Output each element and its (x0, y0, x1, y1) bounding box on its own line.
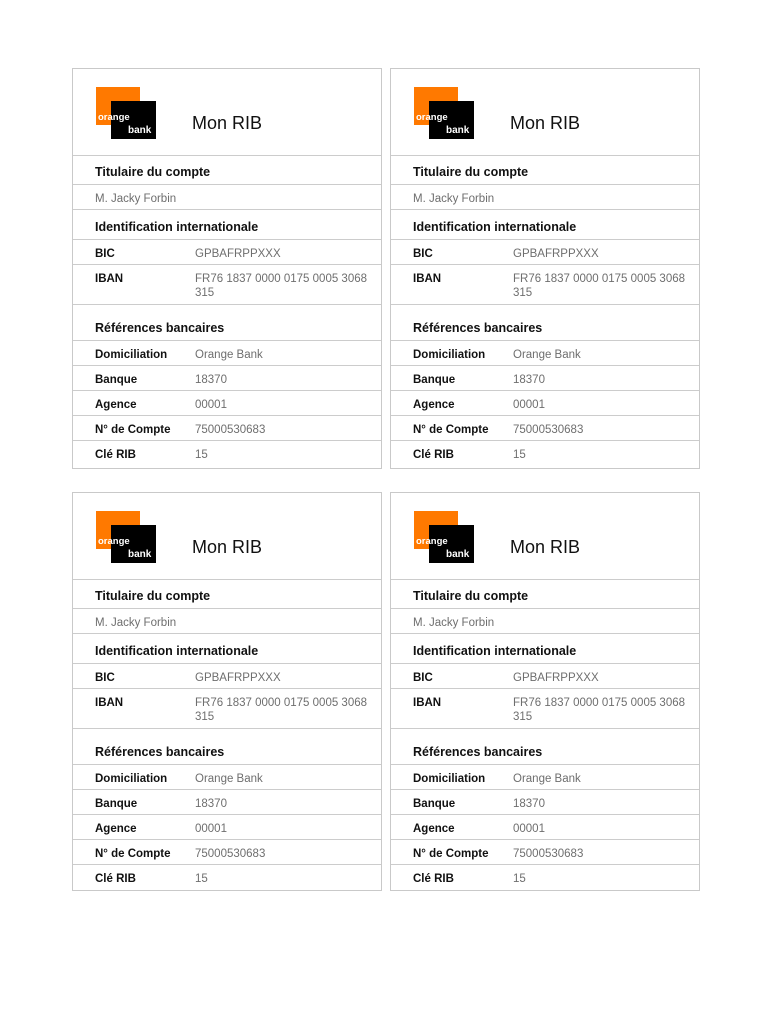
rib-card (390, 492, 700, 891)
bic-label: BIC (95, 672, 115, 684)
holder-name: M. Jacky Forbin (95, 617, 177, 629)
logo-word-bank: bank (446, 125, 470, 136)
cle-rib-value: 15 (195, 873, 208, 885)
domiciliation-label: Domiciliation (413, 349, 486, 361)
domiciliation-label: Domiciliation (95, 349, 168, 361)
rib-title: Mon RIB (510, 537, 581, 557)
holder-name: M. Jacky Forbin (413, 617, 495, 629)
agence-label: Agence (413, 399, 455, 411)
bic-row (391, 664, 699, 689)
iban-label: IBAN (413, 273, 442, 285)
domiciliation-row (73, 341, 381, 366)
banque-label: Banque (95, 798, 138, 810)
holder-section-heading: Titulaire du compte (73, 579, 381, 609)
banque-label: Banque (413, 798, 456, 810)
domiciliation-value: Orange Bank (513, 349, 581, 361)
iban-row (391, 689, 699, 729)
holder-section-heading: Titulaire du compte (391, 155, 699, 185)
holder-row (391, 609, 699, 634)
iban-row (391, 265, 699, 305)
iban-value: FR76 1837 0000 0175 0005 3068 315 (513, 273, 686, 299)
cle-rib-value: 15 (513, 449, 526, 461)
domiciliation-value: Orange Bank (195, 349, 263, 361)
bic-value: GPBAFRPPXXX (513, 672, 599, 684)
rib-header (391, 493, 699, 579)
bic-label: BIC (413, 248, 433, 260)
iban-value: FR76 1837 0000 0175 0005 3068 315 (195, 697, 368, 723)
compte-row (73, 416, 381, 441)
compte-label: N° de Compte (95, 424, 171, 436)
iban-value: FR76 1837 0000 0175 0005 3068 315 (195, 273, 368, 299)
holder-name: M. Jacky Forbin (413, 193, 495, 205)
agence-row (391, 815, 699, 840)
banque-row (391, 790, 699, 815)
cle-rib-row (73, 441, 381, 466)
bic-row (73, 664, 381, 689)
bic-value: GPBAFRPPXXX (513, 248, 599, 260)
orange-bank-logo (96, 87, 156, 140)
bic-row (73, 240, 381, 265)
agence-row (391, 391, 699, 416)
cle-rib-row (391, 865, 699, 890)
logo-word-orange: orange (416, 536, 448, 547)
compte-row (391, 416, 699, 441)
cle-rib-label: Clé RIB (95, 873, 136, 885)
agence-row (73, 391, 381, 416)
refs-section-heading: Références bancaires (73, 729, 381, 765)
agence-row (73, 815, 381, 840)
holder-section-heading: Titulaire du compte (73, 155, 381, 185)
compte-label: N° de Compte (413, 424, 489, 436)
banque-row (391, 366, 699, 391)
logo-word-orange: orange (416, 112, 448, 123)
domiciliation-row (73, 765, 381, 790)
compte-value: 75000530683 (513, 424, 584, 436)
cle-rib-value: 15 (195, 449, 208, 461)
cle-rib-value: 15 (513, 873, 526, 885)
compte-value: 75000530683 (513, 848, 584, 860)
agence-label: Agence (95, 399, 137, 411)
holder-row (73, 185, 381, 210)
cle-rib-row (73, 865, 381, 890)
agence-label: Agence (95, 823, 137, 835)
rib-title: Mon RIB (192, 113, 263, 133)
orange-bank-logo (414, 511, 474, 564)
cle-rib-label: Clé RIB (413, 873, 454, 885)
agence-value: 00001 (513, 823, 545, 835)
agence-value: 00001 (513, 399, 545, 411)
cle-rib-row (391, 441, 699, 466)
compte-value: 75000530683 (195, 424, 266, 436)
refs-section-heading: Références bancaires (73, 305, 381, 341)
logo-word-bank: bank (128, 125, 152, 136)
banque-label: Banque (413, 374, 456, 386)
holder-name: M. Jacky Forbin (95, 193, 177, 205)
refs-section-heading: Références bancaires (391, 729, 699, 765)
banque-value: 18370 (195, 798, 227, 810)
logo-word-bank: bank (128, 549, 152, 560)
banque-value: 18370 (195, 374, 227, 386)
compte-label: N° de Compte (95, 848, 171, 860)
domiciliation-row (391, 341, 699, 366)
intl-section-heading: Identification internationale (73, 210, 381, 240)
orange-bank-logo (96, 511, 156, 564)
agence-value: 00001 (195, 823, 227, 835)
compte-row (73, 840, 381, 865)
bic-label: BIC (95, 248, 115, 260)
rib-card (72, 68, 382, 469)
compte-label: N° de Compte (413, 848, 489, 860)
domiciliation-label: Domiciliation (95, 773, 168, 785)
orange-bank-logo (414, 87, 474, 140)
intl-section-heading: Identification internationale (391, 210, 699, 240)
banque-value: 18370 (513, 374, 545, 386)
intl-section-heading: Identification internationale (73, 634, 381, 664)
holder-section-heading: Titulaire du compte (391, 579, 699, 609)
domiciliation-value: Orange Bank (195, 773, 263, 785)
iban-value: FR76 1837 0000 0175 0005 3068 315 (513, 697, 686, 723)
domiciliation-label: Domiciliation (413, 773, 486, 785)
rib-title: Mon RIB (510, 113, 581, 133)
compte-value: 75000530683 (195, 848, 266, 860)
agence-label: Agence (413, 823, 455, 835)
banque-row (73, 790, 381, 815)
compte-row (391, 840, 699, 865)
iban-row (73, 689, 381, 729)
rib-header (73, 493, 381, 579)
rib-header (73, 69, 381, 155)
banque-label: Banque (95, 374, 138, 386)
logo-word-orange: orange (98, 112, 130, 123)
holder-row (73, 609, 381, 634)
iban-row (73, 265, 381, 305)
cle-rib-label: Clé RIB (413, 449, 454, 461)
iban-label: IBAN (413, 697, 442, 709)
bic-label: BIC (413, 672, 433, 684)
domiciliation-row (391, 765, 699, 790)
agence-value: 00001 (195, 399, 227, 411)
rib-header (391, 69, 699, 155)
iban-label: IBAN (95, 273, 124, 285)
logo-word-orange: orange (98, 536, 130, 547)
intl-section-heading: Identification internationale (391, 634, 699, 664)
rib-card (72, 492, 382, 891)
bic-row (391, 240, 699, 265)
logo-word-bank: bank (446, 549, 470, 560)
iban-label: IBAN (95, 697, 124, 709)
bic-value: GPBAFRPPXXX (195, 672, 281, 684)
cle-rib-label: Clé RIB (95, 449, 136, 461)
rib-card (390, 68, 700, 469)
refs-section-heading: Références bancaires (391, 305, 699, 341)
rib-title: Mon RIB (192, 537, 263, 557)
domiciliation-value: Orange Bank (513, 773, 581, 785)
banque-row (73, 366, 381, 391)
bic-value: GPBAFRPPXXX (195, 248, 281, 260)
holder-row (391, 185, 699, 210)
banque-value: 18370 (513, 798, 545, 810)
